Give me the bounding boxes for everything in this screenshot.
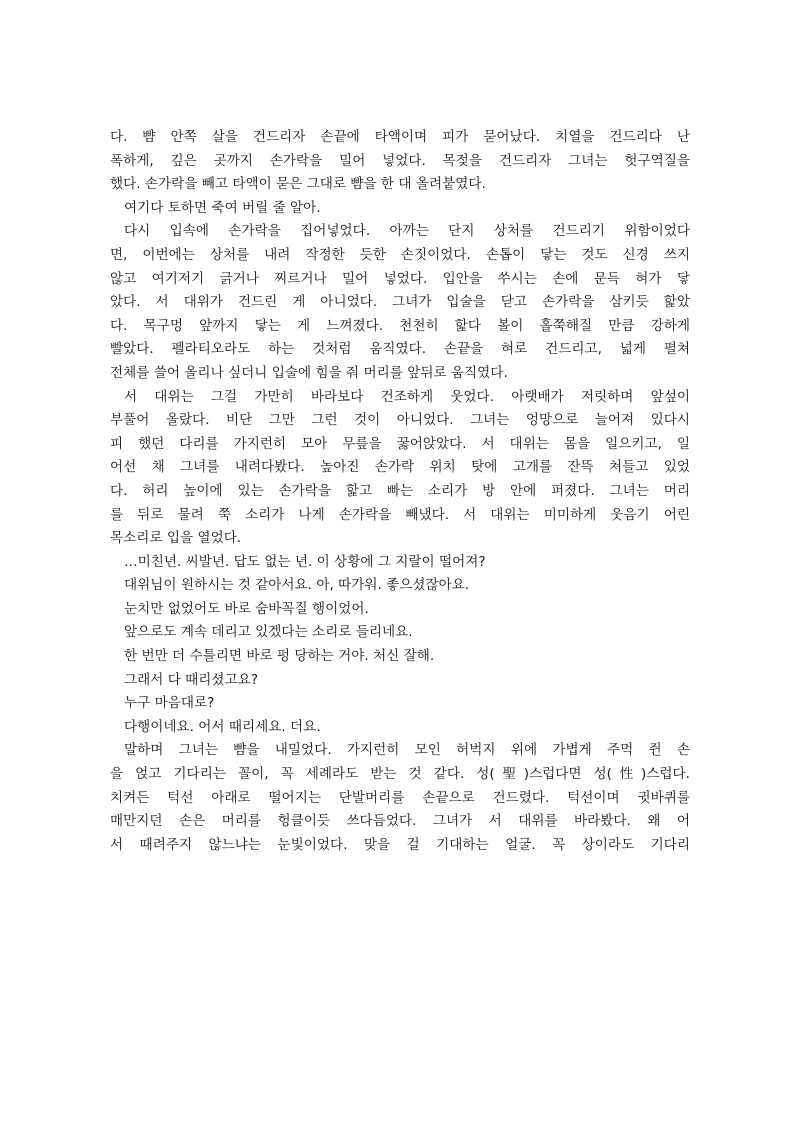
text-line: 빨았다. 펠라티오라도 하는 것처럼 움직였다. 손끝을 혀로 건드리고, 넓게 펼쳐	[110, 341, 690, 358]
text-line: 한 번만 더 수틀리면 바로 펑 당하는 거야. 처신 잘해.	[124, 648, 435, 665]
text-line: 다. 뺨 안쪽 살을 건드리자 손끝에 타액이며 피가 묻어났다. 치열을 건드리다 난	[110, 129, 690, 145]
text-line: 여기다 토하면 죽여 버릴 줄 알아.	[124, 199, 321, 216]
text-line: 어선 채 그녀를 내려다봤다. 높아진 손가락 위치 탓에 고개를 잔뜩 쳐들고 있었	[110, 459, 690, 476]
text-line: 았다. 서 대위가 건드린 게 아니었다. 그녀가 입술을 닫고 손가락을 삼키듯 핥았	[110, 294, 690, 311]
text-line: 다. 허리 높이에 있는 손가락을 핥고 빠는 소리가 방 안에 퍼졌다. 그녀는 머리	[110, 482, 690, 499]
document-page	[110, 126, 690, 857]
text-line: 다시 입속에 손가락을 집어넣었다. 아까는 단지 상처를 건드리기 위함이었다	[124, 223, 690, 240]
text-line: 폭하게, 깊은 곳까지 손가락을 밀어 넣었다. 목젖을 건드리자 그녀는 헛구역질을	[110, 152, 690, 169]
text-line: …미친년. 씨발년. 답도 없는 년. 이 상황에 그 지랄이 떨어져?	[124, 553, 486, 570]
text-line: 그래서 다 때리셨고요?	[124, 671, 259, 688]
text-line: 대위님이 원하시는 것 같아서요. 아, 따가워. 좋으셨잖아요.	[124, 577, 470, 594]
text-line: 를 뒤로 물려 쭉 소리가 나게 손가락을 빼냈다. 서 대위는 미미하게 웃음기 어린	[110, 506, 690, 523]
text-line: 눈치만 없었어도 바로 숨바꼭질 행이었어.	[124, 600, 369, 617]
text-line: 누구 마음대로?	[124, 695, 215, 712]
text-line: 전체를 쓸어 올리나 싶더니 입술에 힘을 줘 머리를 앞뒤로 움직였다.	[110, 364, 508, 381]
text-line: 부풀어 올랐다. 비단 그만 그런 것이 아니었다. 그녀는 엉망으로 늘어져 있다시	[110, 412, 690, 429]
text-line: 말하며 그녀는 뺨을 내밀었다. 가지런히 모인 허벅지 위에 가볍게 주먹 쥔 손	[124, 742, 690, 759]
text-line: 면, 이번에는 상처를 내려 작정한 듯한 손짓이었다. 손톱이 닿는 것도 신경 쓰지	[110, 246, 690, 263]
text-line: 을 얹고 기다리는 꼴이, 꼭 세례라도 받는 것 같다. 성(聖)스럽다면 성(性)스럽다.	[110, 766, 690, 783]
text-line: 서 대위는 그걸 가만히 바라보다 건조하게 웃었다. 아랫배가 저릿하며 앞섶이	[124, 388, 690, 405]
text-line: 다. 목구멍 앞까지 닿는 게 느껴졌다. 천천히 핥다 볼이 홀쭉해질 만큼 강하게	[110, 317, 690, 334]
text-line: 서 때려주지 않느냐는 눈빛이었다. 맞을 걸 기대하는 얼굴. 꼭 상이라도 기다리	[110, 836, 690, 853]
text-line: 않고 여기저기 긁거나 찌르거나 밀어 넣었다. 입안을 쑤시는 손에 문득 혀가 닿	[110, 270, 690, 287]
text-line: 다행이네요. 어서 때리세요. 더요.	[124, 718, 321, 735]
text-line: 했다. 손가락을 빼고 타액이 묻은 그대로 뺨을 한 대 올려붙였다.	[110, 176, 486, 193]
text-line: 매만지던 손은 머리를 헝클이듯 쓰다듬었다. 그녀가 서 대위를 바라봤다. 왜 어	[110, 813, 690, 830]
text-line: 앞으로도 계속 데리고 있겠다는 소리로 들리네요.	[124, 624, 413, 641]
text-line: 피 했던 다리를 가지런히 모아 무릎을 꿇어앉았다. 서 대위는 몸을 일으키고, 일	[110, 435, 690, 452]
text-line: 치켜든 턱선 아래로 떨어지는 단발머리를 손끝으로 건드렸다. 턱선이며 귓바퀴를	[110, 789, 690, 806]
text-line: 목소리로 입을 열었다.	[110, 530, 242, 547]
